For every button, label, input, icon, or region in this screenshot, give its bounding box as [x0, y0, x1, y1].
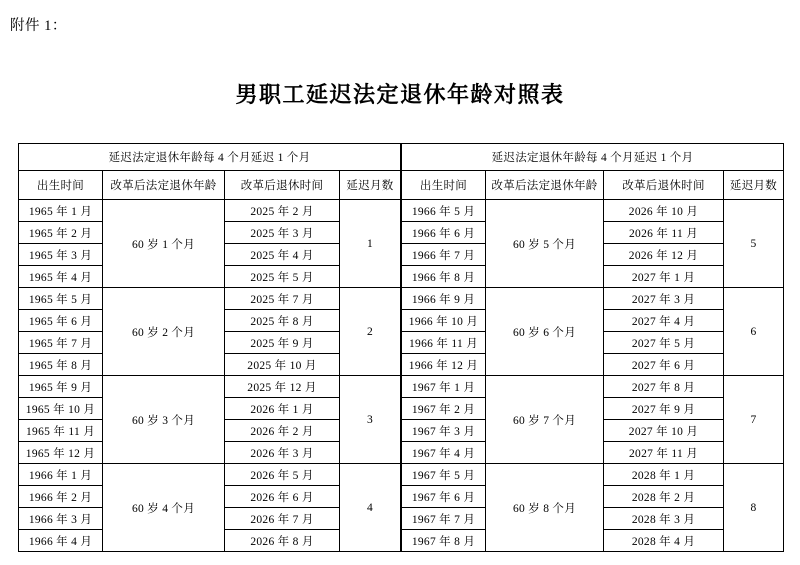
cell-retirement-date: 2027 年 11 月 — [604, 442, 724, 464]
cell-birth-date: 1965 年 11 月 — [19, 420, 103, 442]
table-body-left — [19, 144, 401, 552]
cell-birth-date: 1965 年 4 月 — [19, 266, 103, 288]
cell-birth-date: 1967 年 5 月 — [402, 464, 486, 486]
table-row — [19, 376, 401, 398]
cell-retirement-date: 2025 年 12 月 — [225, 376, 340, 398]
retirement-table-left — [18, 143, 401, 552]
cell-delay-months: 4 — [340, 464, 401, 552]
cell-retirement-date: 2025 年 5 月 — [225, 266, 340, 288]
cell-delay-months: 7 — [724, 376, 784, 464]
cell-retirement-age: 60 岁 4 个月 — [103, 464, 225, 552]
cell-retirement-date: 2026 年 1 月 — [225, 398, 340, 420]
table-row — [19, 200, 401, 222]
cell-birth-date: 1966 年 6 月 — [402, 222, 486, 244]
cell-birth-date: 1966 年 5 月 — [402, 200, 486, 222]
table-header-row — [19, 171, 401, 200]
column-header: 改革后退休时间 — [225, 171, 340, 200]
cell-birth-date: 1965 年 6 月 — [19, 310, 103, 332]
column-header: 延迟月数 — [724, 171, 784, 200]
cell-birth-date: 1965 年 9 月 — [19, 376, 103, 398]
cell-delay-months: 5 — [724, 200, 784, 288]
table-header-row — [402, 171, 784, 200]
cell-retirement-date: 2026 年 3 月 — [225, 442, 340, 464]
cell-retirement-date: 2025 年 4 月 — [225, 244, 340, 266]
cell-retirement-date: 2026 年 12 月 — [604, 244, 724, 266]
cell-retirement-date: 2026 年 5 月 — [225, 464, 340, 486]
cell-birth-date: 1965 年 2 月 — [19, 222, 103, 244]
cell-birth-date: 1966 年 4 月 — [19, 530, 103, 552]
cell-birth-date: 1967 年 4 月 — [402, 442, 486, 464]
cell-birth-date: 1967 年 2 月 — [402, 398, 486, 420]
cell-retirement-date: 2027 年 9 月 — [604, 398, 724, 420]
column-header: 改革后法定退休年龄 — [486, 171, 604, 200]
table-row — [402, 464, 784, 486]
table-row — [402, 376, 784, 398]
cell-birth-date: 1965 年 8 月 — [19, 354, 103, 376]
cell-birth-date: 1965 年 10 月 — [19, 398, 103, 420]
table-band-label: 延迟法定退休年龄每 4 个月延迟 1 个月 — [19, 144, 401, 171]
cell-delay-months: 6 — [724, 288, 784, 376]
attachment-label: 附件 1： — [10, 18, 67, 34]
cell-retirement-date: 2025 年 3 月 — [225, 222, 340, 244]
column-header: 改革后法定退休年龄 — [103, 171, 225, 200]
cell-birth-date: 1965 年 12 月 — [19, 442, 103, 464]
page-title: 男职工延迟法定退休年龄对照表 — [235, 82, 565, 107]
cell-birth-date: 1966 年 10 月 — [402, 310, 486, 332]
cell-retirement-date: 2025 年 9 月 — [225, 332, 340, 354]
cell-retirement-date: 2025 年 8 月 — [225, 310, 340, 332]
cell-delay-months: 1 — [340, 200, 401, 288]
cell-retirement-date: 2026 年 8 月 — [225, 530, 340, 552]
cell-birth-date: 1967 年 7 月 — [402, 508, 486, 530]
cell-birth-date: 1966 年 12 月 — [402, 354, 486, 376]
cell-retirement-date: 2027 年 10 月 — [604, 420, 724, 442]
cell-retirement-date: 2027 年 5 月 — [604, 332, 724, 354]
table-band-row — [19, 144, 401, 171]
cell-retirement-date: 2028 年 3 月 — [604, 508, 724, 530]
cell-retirement-date: 2028 年 4 月 — [604, 530, 724, 552]
cell-birth-date: 1967 年 6 月 — [402, 486, 486, 508]
cell-birth-date: 1965 年 1 月 — [19, 200, 103, 222]
cell-retirement-date: 2027 年 3 月 — [604, 288, 724, 310]
cell-delay-months: 8 — [724, 464, 784, 552]
cell-retirement-age: 60 岁 6 个月 — [486, 288, 604, 376]
retirement-table-right — [401, 143, 784, 552]
table-row — [402, 288, 784, 310]
cell-retirement-date: 2026 年 2 月 — [225, 420, 340, 442]
column-header: 延迟月数 — [340, 171, 401, 200]
cell-birth-date: 1965 年 7 月 — [19, 332, 103, 354]
table-row — [19, 288, 401, 310]
cell-retirement-date: 2028 年 1 月 — [604, 464, 724, 486]
cell-retirement-age: 60 岁 7 个月 — [486, 376, 604, 464]
cell-birth-date: 1966 年 3 月 — [19, 508, 103, 530]
column-header: 出生时间 — [402, 171, 486, 200]
cell-delay-months: 3 — [340, 376, 401, 464]
cell-birth-date: 1966 年 9 月 — [402, 288, 486, 310]
cell-retirement-date: 2025 年 2 月 — [225, 200, 340, 222]
cell-retirement-date: 2025 年 10 月 — [225, 354, 340, 376]
cell-retirement-date: 2028 年 2 月 — [604, 486, 724, 508]
table-row — [402, 200, 784, 222]
cell-retirement-age: 60 岁 5 个月 — [486, 200, 604, 288]
cell-birth-date: 1967 年 1 月 — [402, 376, 486, 398]
cell-retirement-date: 2026 年 11 月 — [604, 222, 724, 244]
cell-birth-date: 1966 年 8 月 — [402, 266, 486, 288]
table-body-right — [402, 144, 784, 552]
cell-birth-date: 1967 年 3 月 — [402, 420, 486, 442]
cell-retirement-date: 2027 年 8 月 — [604, 376, 724, 398]
cell-birth-date: 1966 年 2 月 — [19, 486, 103, 508]
cell-delay-months: 2 — [340, 288, 401, 376]
cell-birth-date: 1967 年 8 月 — [402, 530, 486, 552]
cell-retirement-date: 2026 年 10 月 — [604, 200, 724, 222]
cell-retirement-date: 2026 年 7 月 — [225, 508, 340, 530]
cell-retirement-age: 60 岁 2 个月 — [103, 288, 225, 376]
cell-birth-date: 1965 年 5 月 — [19, 288, 103, 310]
table-band-label: 延迟法定退休年龄每 4 个月延迟 1 个月 — [402, 144, 784, 171]
table-row — [19, 464, 401, 486]
table-band-row — [402, 144, 784, 171]
cell-birth-date: 1966 年 1 月 — [19, 464, 103, 486]
cell-retirement-date: 2025 年 7 月 — [225, 288, 340, 310]
cell-retirement-age: 60 岁 1 个月 — [103, 200, 225, 288]
cell-retirement-date: 2027 年 4 月 — [604, 310, 724, 332]
cell-birth-date: 1966 年 7 月 — [402, 244, 486, 266]
cell-retirement-date: 2026 年 6 月 — [225, 486, 340, 508]
comparison-tables — [18, 143, 782, 552]
cell-retirement-age: 60 岁 8 个月 — [486, 464, 604, 552]
column-header: 改革后退休时间 — [604, 171, 724, 200]
cell-retirement-age: 60 岁 3 个月 — [103, 376, 225, 464]
cell-retirement-date: 2027 年 6 月 — [604, 354, 724, 376]
column-header: 出生时间 — [19, 171, 103, 200]
cell-birth-date: 1966 年 11 月 — [402, 332, 486, 354]
cell-birth-date: 1965 年 3 月 — [19, 244, 103, 266]
cell-retirement-date: 2027 年 1 月 — [604, 266, 724, 288]
